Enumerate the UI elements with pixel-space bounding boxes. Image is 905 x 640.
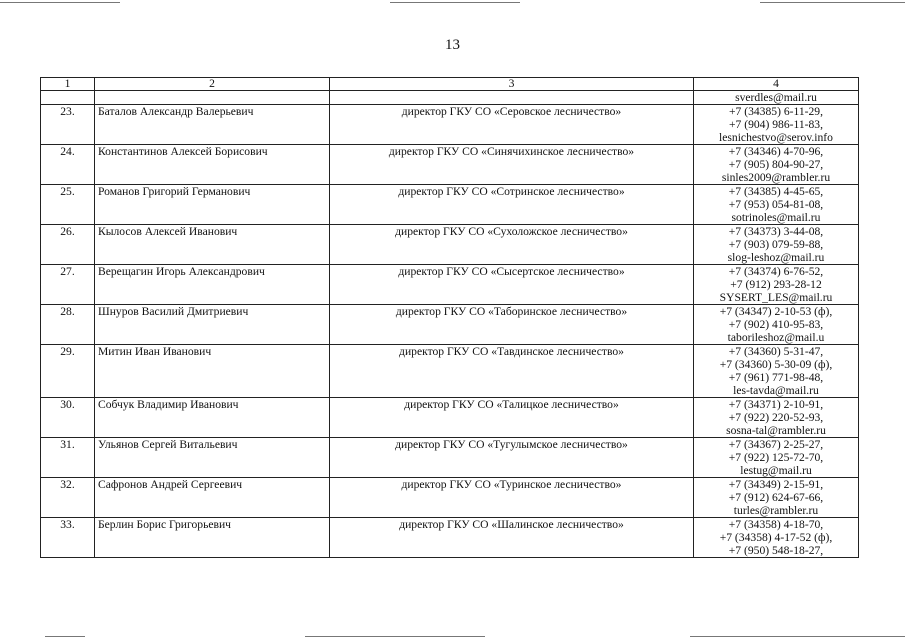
director-name: Шнуров Василий Дмитриевич [95, 305, 330, 345]
contact-line: sotrinoles@mail.ru [731, 211, 821, 224]
contact-cell [694, 518, 859, 558]
contact-line: turles@rambler.ru [733, 504, 819, 517]
contact-cell [694, 478, 859, 518]
director-name: Ульянов Сергей Витальевич [95, 438, 330, 478]
director-position: директор ГКУ СО «Туринское лесничество» [330, 478, 694, 518]
column-number: 1 [41, 78, 95, 91]
contact-line: +7 (34374) 6-76-52, [728, 265, 824, 278]
contact-line: +7 (912) 293-28-12 [730, 278, 822, 291]
row-number: 25. [41, 185, 95, 225]
contact-line: sosna-tal@rambler.ru [726, 424, 826, 437]
contact-line: les-tavda@mail.ru [733, 384, 819, 397]
director-name: Кылосов Алексей Иванович [95, 225, 330, 265]
contact-line: +7 (34360) 5-31-47, [728, 345, 824, 358]
table-row [41, 345, 859, 398]
contact-cell [694, 438, 859, 478]
director-position: директор ГКУ СО «Тавдинское лесничество» [330, 345, 694, 398]
row-number: 32. [41, 478, 95, 518]
number-cell [41, 91, 95, 105]
position-cell [330, 91, 694, 105]
top-rule-mid [390, 2, 520, 3]
contact-line: +7 (953) 054-81-08, [728, 198, 824, 211]
director-position: директор ГКУ СО «Таборинское лесничество» [330, 305, 694, 345]
director-position: директор ГКУ СО «Сотринское лесничество» [330, 185, 694, 225]
contact-line: SYSERT_LES@mail.ru [719, 291, 833, 304]
table-row [41, 305, 859, 345]
row-number: 30. [41, 398, 95, 438]
bottom-rule-left [45, 636, 85, 637]
contact-cell [694, 345, 859, 398]
name-cell [95, 91, 330, 105]
director-position: директор ГКУ СО «Тугулымское лесничество» [330, 438, 694, 478]
contact-line: taborileshoz@mail.u [727, 331, 825, 344]
continuation-row [41, 91, 859, 105]
column-number: 4 [694, 78, 859, 91]
table-row [41, 105, 859, 145]
director-name: Романов Григорий Германович [95, 185, 330, 225]
column-number: 3 [330, 78, 694, 91]
table-row [41, 438, 859, 478]
row-number: 31. [41, 438, 95, 478]
contact-line: slog-leshoz@mail.ru [727, 251, 825, 264]
table-row [41, 398, 859, 438]
forestry-directors-table [40, 77, 859, 558]
director-position: директор ГКУ СО «Талицкое лесничество» [330, 398, 694, 438]
row-number: 26. [41, 225, 95, 265]
contact-cell [694, 185, 859, 225]
contact-line: +7 (34385) 4-45-65, [728, 185, 824, 198]
contact-line: +7 (34367) 2-25-27, [728, 438, 824, 451]
table-row [41, 478, 859, 518]
contact-line: +7 (912) 624-67-66, [728, 491, 824, 504]
contact-line: +7 (34347) 2-10-53 (ф), [719, 305, 833, 318]
contact-line: +7 (34360) 5-30-09 (ф), [719, 358, 833, 371]
contact-cell [694, 145, 859, 185]
row-number: 24. [41, 145, 95, 185]
director-position: директор ГКУ СО «Синячихинское лесничество» [330, 145, 694, 185]
contact-cell [694, 225, 859, 265]
contact-line: +7 (904) 986-11-83, [728, 118, 823, 131]
contact-line: lestug@mail.ru [740, 464, 812, 477]
director-name: Берлин Борис Григорьевич [95, 518, 330, 558]
table-row [41, 145, 859, 185]
contact-line: sinles2009@rambler.ru [721, 171, 831, 184]
director-position: директор ГКУ СО «Сысертское лесничество» [330, 265, 694, 305]
director-name: Верещагин Игорь Александрович [95, 265, 330, 305]
table-body [41, 91, 859, 558]
contact-line: +7 (34373) 3-44-08, [728, 225, 824, 238]
contact-line: +7 (34371) 2-10-91, [728, 398, 824, 411]
contact-line: +7 (34358) 4-18-70, [728, 518, 824, 531]
contact-line: sverdles@mail.ru [735, 91, 817, 104]
table-row [41, 185, 859, 225]
contact-line: +7 (902) 410-95-83, [728, 318, 824, 331]
contact-line: +7 (950) 548-18-27, [728, 544, 824, 557]
contact-cell [694, 91, 859, 105]
page-number: 13 [445, 37, 460, 53]
contact-cell [694, 105, 859, 145]
contact-cell [694, 305, 859, 345]
contact-line: +7 (34385) 6-11-29, [728, 105, 823, 118]
contact-line: +7 (34358) 4-17-52 (ф), [719, 531, 833, 544]
contact-line: lesnichestvo@serov.info [719, 131, 833, 144]
director-name: Митин Иван Иванович [95, 345, 330, 398]
director-name: Константинов Алексей Борисович [95, 145, 330, 185]
top-rule-right [760, 2, 905, 3]
director-name: Собчук Владимир Иванович [95, 398, 330, 438]
table-row [41, 518, 859, 558]
column-number-row [41, 78, 859, 91]
director-name: Сафронов Андрей Сергеевич [95, 478, 330, 518]
contact-cell [694, 265, 859, 305]
contact-line: +7 (903) 079-59-88, [728, 238, 824, 251]
contact-line: +7 (34349) 2-15-91, [728, 478, 824, 491]
director-name: Баталов Александр Валерьевич [95, 105, 330, 145]
row-number: 23. [41, 105, 95, 145]
contact-line: +7 (961) 771-98-48, [728, 371, 824, 384]
row-number: 33. [41, 518, 95, 558]
bottom-rule-mid [305, 636, 485, 637]
contact-cell [694, 398, 859, 438]
director-position: директор ГКУ СО «Сухоложское лесничество» [330, 225, 694, 265]
row-number: 27. [41, 265, 95, 305]
contact-line: +7 (34346) 4-70-96, [728, 145, 824, 158]
row-number: 28. [41, 305, 95, 345]
table-row [41, 225, 859, 265]
bottom-rule-right [690, 636, 905, 637]
director-position: директор ГКУ СО «Шалинское лесничество» [330, 518, 694, 558]
contact-line: +7 (922) 125-72-70, [728, 451, 824, 464]
contact-line: +7 (905) 804-90-27, [728, 158, 824, 171]
column-number: 2 [95, 78, 330, 91]
row-number: 29. [41, 345, 95, 398]
top-rule-left [0, 2, 120, 3]
table-row [41, 265, 859, 305]
contact-line: +7 (922) 220-52-93, [728, 411, 824, 424]
director-position: директор ГКУ СО «Серовское лесничество» [330, 105, 694, 145]
